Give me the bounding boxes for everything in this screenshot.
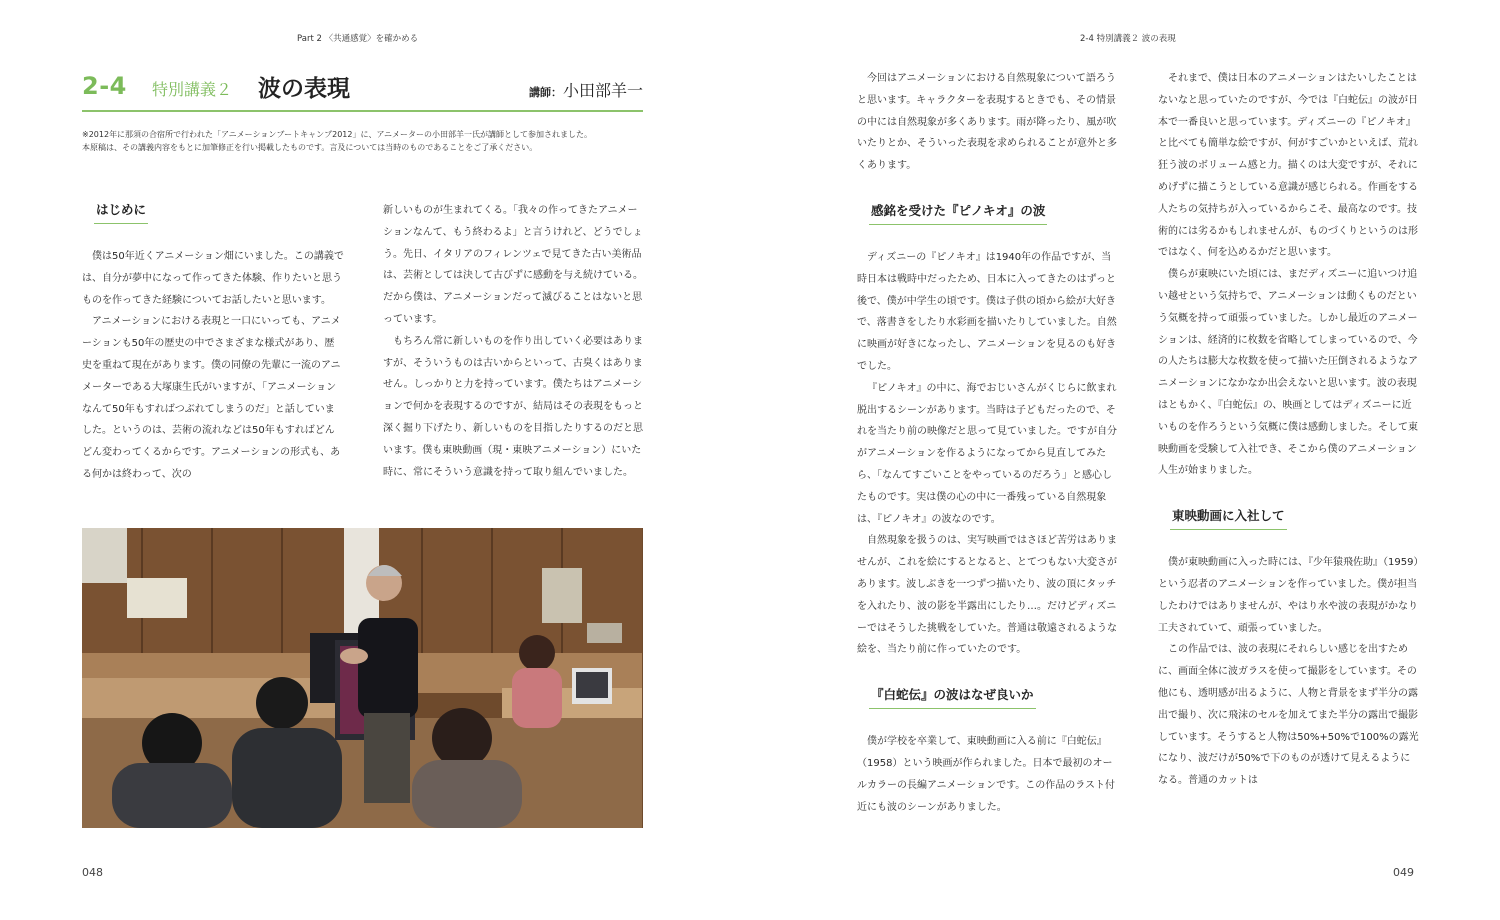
right-page	[750, 0, 1500, 920]
paragraph: 自然現象を扱うのは、実写映画ではさほど苦労はありませんが、これを絵にするとなると、とてつもない大変さがあります。波しぶきを一つずつ描いたり、波の頂にタッチを入れたり、波の影を半露出にしたり…。だけどディズニーではそうした挑戦をしていた。普通は敬遠されるような絵を、当たり前に作っていたのです。	[857, 535, 1117, 656]
lecture-photo	[82, 528, 643, 828]
running-head-right: 2-4 特別講義２ 波の表現	[1080, 34, 1176, 44]
paragraph: 僕が学校を卒業して、東映動画に入る前に『白蛇伝』（1958）という映画が作られました。日本で最初のオールカラーの長編アニメーションです。この作品のラスト付近にも波のシーンがありました。	[857, 736, 1115, 813]
chapter-header	[82, 70, 643, 112]
paragraph: この作品では、波の表現にそれらしい感じを出すために、画面全体に波ガラスを使って撮影をしています。その他にも、透明感が出るように、人物と背景をまず半分の露出で撮り、次に飛沫のセルを加えてまた半分の露出で撮影しています。そうすると人物は50%+50%で100%の露光になり、波だけが50%で下のものが透けて見えるようになる。普通のカットは	[1158, 644, 1419, 787]
editorial-note	[82, 128, 652, 154]
paragraph: 『ピノキオ』の中に、海でおじいさんがくじらに飲まれ脱出するシーンがあります。当時は子どもだったので、それを当たり前の映像だと思って見ていました。ですが自分がアニメーションを作るようになってから見直してみたら、「なんてすごいことをやっているのだろう」と感心したものです。実は僕の心の中に一番残っている自然現象は、『ピノキオ』の波なのです。	[857, 382, 1117, 525]
column-2	[383, 200, 645, 483]
section-heading-toei: 東映動画に入社して	[1170, 506, 1287, 530]
paragraph: 今回はアニメーションにおける自然現象について語ろうと思います。キャラクターを表現するときでも、その情景の中には自然現象が多くあります。雨が降ったり、風が吹いたりとか、そういった表現を求められることが意外と多くあります。	[857, 73, 1117, 172]
paragraph: ディズニーの『ピノキオ』は1940年の作品ですが、当時日本は戦時中だったため、日本に入ってきたのはずっと後で、僕が中学生の頃です。僕は子供の頃から絵が大好きで、落書きをしたり水彩画を描いたりしていました。自然に映画が好きになったし、アニメーションを見るのも好きでした。	[857, 251, 1117, 372]
page-number-left: 048	[82, 866, 103, 879]
lecturer-label: 講師：	[528, 86, 562, 99]
paragraph: 僕らが東映にいた頃には、まだディズニーに追いつけ追い越せという気持ちで、アニメーションは動くものだという気概を持って頑張っていました。しかし最近のアニメーションは、経済的に枚数を省略してしまっているので、今の人たちは膨大な枚数を使って描いた圧倒されるようなアニメーションになかなか出会えないと思います。波の表現はともかく、『白蛇伝』の、映画としてはディズニーに近いものを作ろうという気概に僕は感動しました。そして東映動画を受験して入社でき、そこから僕のアニメーション人生が始まりました。	[1158, 269, 1418, 477]
lecture-photo-illustration	[82, 528, 643, 828]
chapter-number: 2-4	[82, 72, 127, 100]
page-number-right: 049	[1393, 866, 1414, 879]
column-4	[1158, 68, 1420, 792]
chapter-title: 波の表現	[258, 76, 350, 102]
column-1	[82, 200, 344, 486]
paragraph: アニメーションにおける表現と一口にいっても、アニメーションも50年の歴史の中でさまざまな様式があり、歴史を重ねて現在があります。僕の同僚の先輩に一流のアニメーターである大塚康生氏がいますが、「アニメーションなんて50年もすればつぶれてしまうのだ」と話していました。というのは、芸術の流れなどは50年もすればどんどん変わってくるからです。アニメーションの形式も、ある何かは終わって、次の	[82, 316, 341, 480]
note-line: ※2012年に那須の合宿所で行われた「アニメーションブートキャンプ2012」に、アニメーターの小田部羊一氏が講師として参加されました。	[82, 130, 593, 139]
section-heading-pinocchio: 感銘を受けた『ピノキオ』の波	[869, 201, 1047, 225]
lecturer	[529, 78, 643, 101]
section-heading-hakujaden: 『白蛇伝』の波はなぜ良いか	[869, 685, 1036, 709]
paragraph: 僕が東映動画に入った時には、『少年猿飛佐助』（1959）という忍者のアニメーションを作っていました。僕が担当したわけではありませんが、やはり水や波の表現がかなり工夫されていて、頑張っていました。	[1158, 557, 1419, 634]
paragraph: 新しいものが生まれてくる。「我々の作ってきたアニメーションなんて、もう終わるよ」と言うけれど、どうでしょう。先日、イタリアのフィレンツェで見てきた古い美術品は、芸術としては決して古びずに感動を与え続けている。だから僕は、アニメーションだって滅びることはないと思っています。	[383, 205, 643, 325]
paragraph: 僕は50年近くアニメーション畑にいました。この講義では、自分が夢中になって作ってきた体験、作りたいと思うものを作ってきた経験についてお話したいと思います。	[82, 251, 344, 306]
chapter-series: 特別講義２	[152, 80, 233, 99]
note-line: 本原稿は、その講義内容をもとに加筆修正を行い掲載したものです。言及については当時のものであることをご了承ください。	[82, 143, 538, 152]
column-3	[857, 68, 1119, 818]
paragraph: それまで、僕は日本のアニメーションはたいしたことはないなと思っていたのですが、今では『白蛇伝』の波が日本で一番良いと思っています。ディズニーの『ピノキオ』と比べても簡単な絵ですが、何がすごいかといえば、荒れ狂う波のボリューム感と力。描くのは大変ですが、それにめげずに描こうとしている意識が感じられる。作画をする人たちの気持ちが入っているからこそ、最高なのです。技術的には劣るかもしれませんが、ものづくりというのは形ではなく、何を込めるかだと思います。	[1158, 73, 1418, 259]
paragraph: もちろん常に新しいものを作り出していく必要はありますが、そういうものは古いからといって、古臭くはありません。しっかりと力を持っています。僕たちはアニメーションで何かを表現するのですが、結局はその表現をもっと深く掘り下げたり、新しいものを目指したりするのだと思います。僕も東映動画（現・東映アニメーション）にいた時に、常にそういう意識を持って取り組んでいました。	[383, 335, 643, 478]
running-head-left: Part 2 〈共通感覚〉を確かめる	[297, 34, 419, 44]
lecturer-name: 小田部羊一	[562, 81, 643, 100]
section-heading-intro: はじめに	[94, 200, 148, 224]
